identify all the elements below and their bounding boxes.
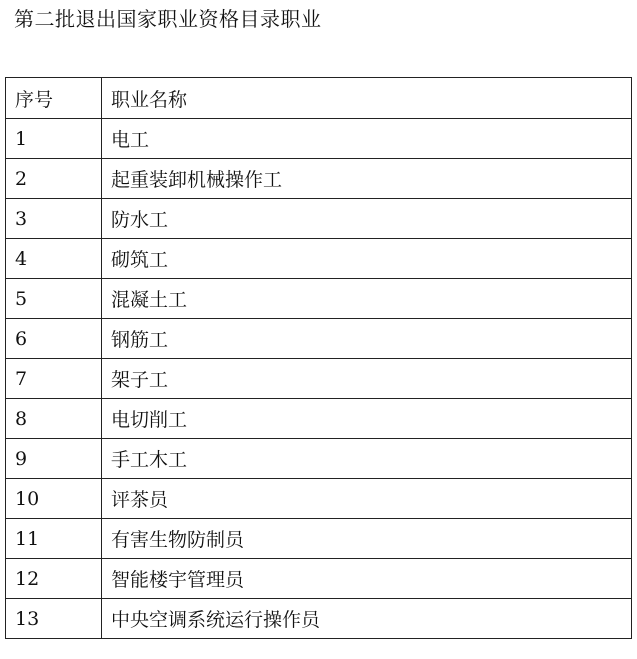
row-index-cell: 7: [6, 359, 102, 399]
row-index-cell: 4: [6, 239, 102, 279]
occupation-name-cell: 架子工: [102, 359, 632, 399]
row-index-cell: 13: [6, 599, 102, 639]
row-index-cell: 9: [6, 439, 102, 479]
row-index-cell: 8: [6, 399, 102, 439]
occupation-name-cell: 电工: [102, 119, 632, 159]
table-row: [6, 239, 632, 279]
column-header-index: 序号: [6, 78, 102, 119]
table-row: [6, 559, 632, 599]
table-row: [6, 279, 632, 319]
occupation-name-cell: 评茶员: [102, 479, 632, 519]
occupation-name-cell: 混凝土工: [102, 279, 632, 319]
occupation-name-cell: 电切削工: [102, 399, 632, 439]
occupation-name-cell: 手工木工: [102, 439, 632, 479]
row-index-cell: 5: [6, 279, 102, 319]
occupation-name-cell: 智能楼宇管理员: [102, 559, 632, 599]
table-row: [6, 119, 632, 159]
occupation-table: [5, 77, 632, 639]
occupation-name-cell: 有害生物防制员: [102, 519, 632, 559]
table-row: [6, 519, 632, 559]
occupation-name-cell: 钢筋工: [102, 319, 632, 359]
row-index-cell: 10: [6, 479, 102, 519]
document-title: 第二批退出国家职业资格目录职业: [14, 7, 322, 31]
row-index-cell: 12: [6, 559, 102, 599]
table-row: [6, 199, 632, 239]
occupation-name-cell: 防水工: [102, 199, 632, 239]
table-row: [6, 399, 632, 439]
table-row: [6, 359, 632, 399]
table-row: [6, 439, 632, 479]
table-row: [6, 159, 632, 199]
table-row: [6, 479, 632, 519]
row-index-cell: 2: [6, 159, 102, 199]
column-header-name: 职业名称: [102, 78, 632, 119]
row-index-cell: 11: [6, 519, 102, 559]
row-index-cell: 3: [6, 199, 102, 239]
table-header-row: [6, 78, 632, 119]
occupation-name-cell: 起重装卸机械操作工: [102, 159, 632, 199]
occupation-name-cell: 中央空调系统运行操作员: [102, 599, 632, 639]
occupation-name-cell: 砌筑工: [102, 239, 632, 279]
row-index-cell: 1: [6, 119, 102, 159]
table-row: [6, 599, 632, 639]
row-index-cell: 6: [6, 319, 102, 359]
table-row: [6, 319, 632, 359]
